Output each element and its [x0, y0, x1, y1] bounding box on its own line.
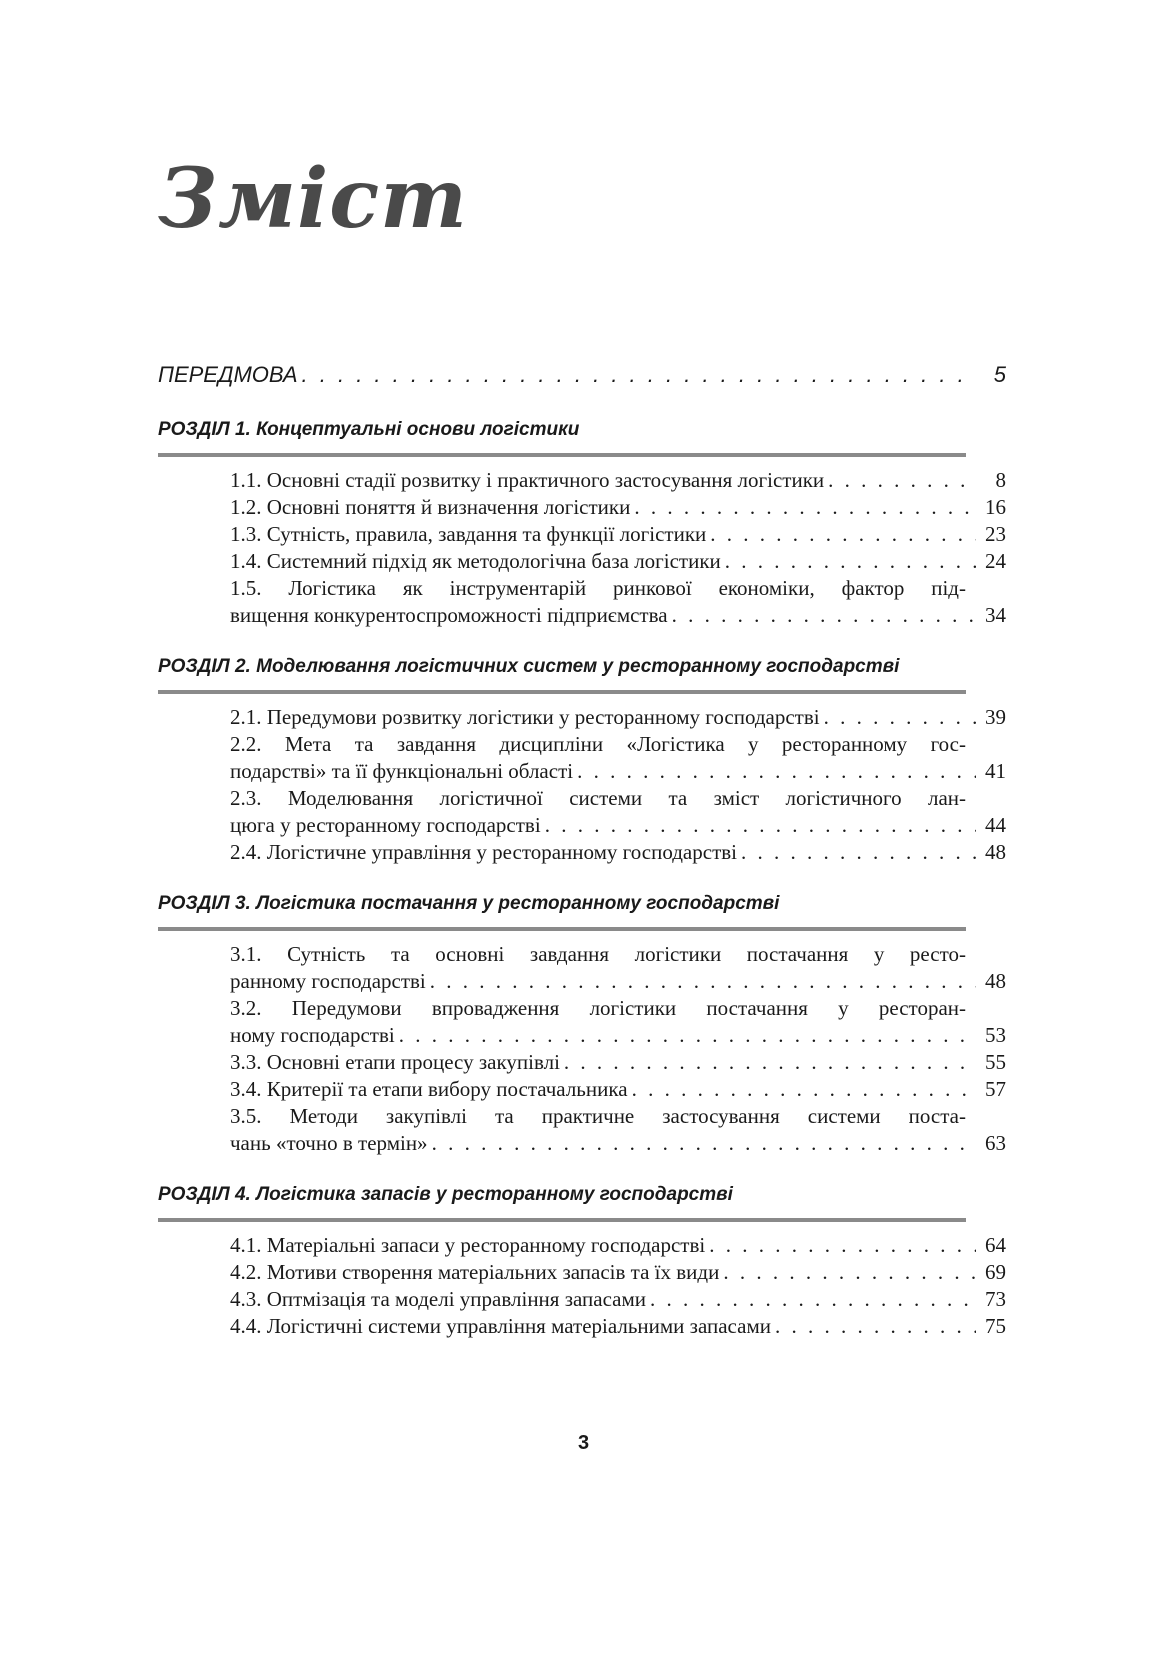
dot-leader	[775, 1313, 976, 1340]
dot-leader	[672, 602, 976, 629]
entry-row	[230, 1049, 1006, 1076]
entry-text: 2.1. Передумови розвитку логістики у ресторанному господарстві	[230, 705, 820, 729]
entry-page: 55	[985, 1050, 1006, 1074]
toc-chapter	[158, 1181, 1006, 1340]
entry-row	[230, 548, 1006, 575]
entry-text: 1.3. Сутність, правила, завдання та функції логістики	[230, 522, 707, 546]
entry-text: 4.3. Оптмізація та моделі управління запасами	[230, 1287, 647, 1311]
chapter-rule	[158, 927, 966, 931]
entry-row	[230, 1259, 1006, 1286]
dot-leader	[632, 1076, 976, 1103]
entry-row	[230, 1022, 1006, 1049]
entry-row	[230, 968, 1006, 995]
toc-chapter	[158, 653, 1006, 866]
entry-text: 1.4. Системний підхід як методологічна база логістики	[230, 549, 721, 573]
dot-leader	[824, 704, 976, 731]
entry-list	[158, 941, 1006, 1157]
entry-row	[230, 1232, 1006, 1259]
toc-entry[interactable]	[230, 494, 1006, 521]
toc-entry[interactable]	[230, 1286, 1006, 1313]
entry-text: 1.5. Логістика як інструментарій ринкової економіки, фактор під-	[230, 576, 966, 600]
toc-entry[interactable]	[230, 467, 1006, 494]
entry-text: цюга у ресторанному господарстві	[230, 813, 541, 837]
entry-text: ному господарстві	[230, 1023, 395, 1047]
entry-row	[230, 494, 1006, 521]
page-number: 3	[577, 1432, 590, 1454]
entry-text: 1.2. Основні поняття й визначення логістики	[230, 495, 631, 519]
chapter-rule	[158, 690, 966, 694]
toc-entry[interactable]	[230, 731, 1006, 785]
entry-page: 48	[985, 969, 1006, 993]
dot-leader	[564, 1049, 976, 1076]
toc-entry[interactable]	[230, 1313, 1006, 1340]
entry-list	[158, 467, 1006, 629]
toc-entry[interactable]	[230, 1232, 1006, 1259]
chapter-heading[interactable]: РОЗДІЛ 2. Моделювання логістичних систем у ресторанному господарстві	[158, 656, 900, 677]
entry-list	[158, 1232, 1006, 1340]
entry-row	[230, 521, 1006, 548]
entry-text: вищення конкурентоспроможності підприємства	[230, 603, 668, 627]
toc-entry[interactable]	[230, 995, 1006, 1049]
toc-entry[interactable]	[230, 785, 1006, 839]
entry-page: 24	[985, 549, 1006, 573]
entry-page: 53	[985, 1023, 1006, 1047]
toc-entry[interactable]	[230, 521, 1006, 548]
chapter-rule	[158, 1218, 966, 1222]
entry-page: 69	[985, 1260, 1006, 1284]
preface-label: ПЕРЕДМОВА	[158, 362, 298, 387]
toc-chapter	[158, 416, 1006, 629]
chapter-rule	[158, 453, 966, 457]
dot-leader	[725, 548, 976, 575]
dot-leader	[432, 1130, 976, 1157]
entry-text: 4.4. Логістичні системи управління матеріальними запасами	[230, 1314, 771, 1338]
toc-entry[interactable]	[230, 704, 1006, 731]
chapters-container	[158, 416, 1006, 1340]
toc-entry[interactable]	[230, 1259, 1006, 1286]
dot-leader	[650, 1286, 976, 1313]
entry-page: 39	[985, 705, 1006, 729]
entry-row	[230, 812, 1006, 839]
entry-page: 34	[985, 603, 1006, 627]
toc-entry[interactable]	[230, 1076, 1006, 1103]
entry-text: 3.2. Передумови впровадження логістики постачання у ресторан-	[230, 996, 966, 1020]
toc-entry[interactable]	[230, 839, 1006, 866]
toc-entry[interactable]	[230, 1103, 1006, 1157]
entry-page: 73	[985, 1287, 1006, 1311]
entry-page: 44	[985, 813, 1006, 837]
entry-page: 57	[985, 1077, 1006, 1101]
entry-page: 41	[985, 759, 1006, 783]
toc-entry[interactable]	[230, 941, 1006, 995]
toc-entry[interactable]	[230, 1049, 1006, 1076]
table-of-contents	[158, 362, 1006, 1340]
dot-leader	[430, 968, 976, 995]
entry-row	[230, 758, 1006, 785]
chapter-heading[interactable]: РОЗДІЛ 3. Логістика постачання у ресторанному господарстві	[158, 893, 780, 914]
entry-text: 3.3. Основні етапи процесу закупівлі	[230, 1050, 560, 1074]
dot-leader	[828, 467, 976, 494]
toc-entry[interactable]	[230, 575, 1006, 629]
entry-text: 4.2. Мотиви створення матеріальних запасів та їх види	[230, 1260, 720, 1284]
entry-page: 8	[995, 468, 1006, 492]
page-title: Зміст	[158, 151, 468, 247]
preface-page: 5	[993, 362, 1006, 387]
entry-text: 4.1. Матеріальні запаси у ресторанному господарстві	[230, 1233, 706, 1257]
entry-row	[230, 1313, 1006, 1340]
entry-text: 3.4. Критерії та етапи вибору постачальника	[230, 1077, 628, 1101]
entry-row	[230, 1076, 1006, 1103]
entry-text: 3.1. Сутність та основні завдання логістики постачання у ресто-	[230, 942, 966, 966]
entry-page: 75	[985, 1314, 1006, 1338]
entry-text: ранному господарстві	[230, 969, 426, 993]
dot-leader	[710, 521, 976, 548]
dot-leader	[634, 494, 976, 521]
entry-page: 23	[985, 522, 1006, 546]
entry-page: 64	[985, 1233, 1006, 1257]
entry-text: чань «точно в термін»	[230, 1131, 428, 1155]
entry-page: 48	[985, 840, 1006, 864]
entry-list	[158, 704, 1006, 866]
dot-leader	[709, 1232, 976, 1259]
dot-leader	[399, 1022, 976, 1049]
entry-text: 3.5. Методи закупівлі та практичне застосування системи поста-	[230, 1104, 966, 1128]
dot-leader	[302, 362, 976, 388]
dot-leader	[577, 758, 976, 785]
entry-page: 16	[985, 495, 1006, 519]
chapter-heading[interactable]: РОЗДІЛ 1. Концептуальні основи логістики	[158, 419, 580, 440]
toc-entry[interactable]	[230, 548, 1006, 575]
entry-row	[230, 704, 1006, 731]
entry-text: 2.3. Моделювання логістичної системи та зміст логістичного лан-	[230, 786, 966, 810]
entry-row	[230, 839, 1006, 866]
entry-text: 2.2. Мета та завдання дисципліни «Логістика у ресторанному гос-	[230, 732, 966, 756]
entry-text: 2.4. Логістичне управління у ресторанному господарстві	[230, 840, 737, 864]
entry-row	[230, 1130, 1006, 1157]
chapter-heading[interactable]: РОЗДІЛ 4. Логістика запасів у ресторанному господарстві	[158, 1184, 733, 1205]
entry-row	[230, 602, 1006, 629]
entry-row	[230, 467, 1006, 494]
entry-page: 63	[985, 1131, 1006, 1155]
entry-text: подарстві» та її функціональні області	[230, 759, 574, 783]
dot-leader	[545, 812, 976, 839]
dot-leader	[723, 1259, 976, 1286]
toc-preface[interactable]	[158, 362, 1006, 392]
entry-row	[230, 1286, 1006, 1313]
dot-leader	[741, 839, 976, 866]
entry-text: 1.1. Основні стадії розвитку і практичного застосування логістики	[230, 468, 825, 492]
toc-chapter	[158, 890, 1006, 1157]
